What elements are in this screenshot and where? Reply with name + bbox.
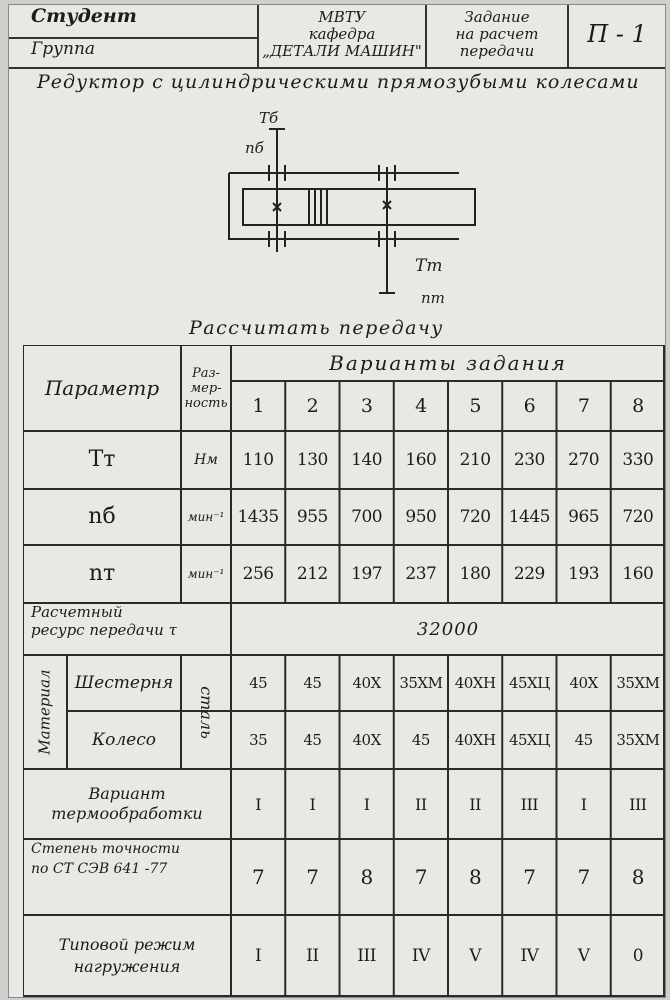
assignment-sheet <box>8 4 666 998</box>
steel-text: сталь <box>196 685 216 739</box>
variant-number-6: 6 <box>523 395 536 417</box>
wheel-material-value-5: 40ХН <box>454 731 496 749</box>
gear-material-value-6: 45ХЦ <box>508 674 550 692</box>
load-mode-label-line-1: Типовой режим <box>58 935 196 954</box>
resource-label-line-2: ресурс передачи τ <box>31 621 177 639</box>
wheel-material-value-6: 45ХЦ <box>508 731 550 749</box>
input-speed-value-1: 1435 <box>237 507 279 527</box>
dimension-header-line-1: Раз- <box>192 365 220 381</box>
gear-material-value-1: 45 <box>249 674 268 692</box>
input-torque-label: Tб <box>259 109 279 127</box>
torque-value-3: 140 <box>351 450 383 470</box>
load-mode-label <box>23 915 231 997</box>
accuracy-value-6: 7 <box>523 865 536 889</box>
accuracy-value-8: 8 <box>631 865 644 889</box>
row-label-input-speed: nб <box>88 504 116 529</box>
variant-number-4: 4 <box>415 395 427 417</box>
heat-treatment-value-8: III <box>629 794 647 814</box>
output-torque-label: Tт <box>415 256 443 276</box>
unit-output-torque: Нм <box>194 452 218 468</box>
gear-material-value-5: 40ХН <box>454 674 496 692</box>
output-speed-value-6: 229 <box>513 564 545 584</box>
code-box <box>569 5 665 69</box>
student-field <box>9 5 259 39</box>
torque-value-8: 330 <box>622 450 654 470</box>
input-speed-value-2: 955 <box>296 507 328 527</box>
wheel-material-value-7: 45 <box>574 731 593 749</box>
accuracy-value-5: 8 <box>469 865 482 889</box>
gear-material-value-8: 35ХМ <box>616 674 660 692</box>
input-speed-value-3: 700 <box>351 507 383 527</box>
assignment-line-2: на расчет <box>455 25 539 43</box>
torque-value-7: 270 <box>568 450 600 470</box>
output-speed-value-2: 212 <box>296 564 328 584</box>
wheel-material-value-4: 45 <box>411 731 430 749</box>
unit-output-speed: мин⁻¹ <box>187 567 225 581</box>
variant-number-5: 5 <box>469 395 481 417</box>
heat-treatment-value-1: I <box>255 794 262 814</box>
heat-treatment-value-6: III <box>520 794 539 814</box>
load-mode-value-8: 0 <box>632 946 644 966</box>
gear-material-value-7: 40Х <box>569 674 598 692</box>
heat-treatment-label-line-2: термообработки <box>51 804 203 823</box>
assignment-title: Редуктор с цилиндрическими прямозубыми колесами <box>37 71 640 93</box>
material-group-label <box>23 655 67 769</box>
output-speed-value-7: 193 <box>568 564 600 584</box>
accuracy-value-2: 7 <box>306 865 319 889</box>
department-line-2: кафедра <box>308 25 376 43</box>
assignment-code: П - 1 <box>587 20 647 48</box>
resource-value: 32000 <box>416 618 480 640</box>
variant-number-1: 1 <box>252 395 264 417</box>
wheel-material-value-3: 40Х <box>352 731 381 749</box>
gear-material-value-3: 40Х <box>352 674 381 692</box>
accuracy-value-4: 7 <box>414 865 427 889</box>
accuracy-value-3: 8 <box>360 865 373 889</box>
assignment-line-1: Задание <box>464 8 530 26</box>
wheel-material-value-8: 35ХМ <box>616 731 660 749</box>
department-line-1: МВТУ <box>318 8 366 26</box>
gearbox-diagram <box>189 107 489 317</box>
variant-number-3: 3 <box>360 395 373 417</box>
gear-material-value-2: 45 <box>303 674 322 692</box>
torque-value-2: 130 <box>296 450 328 470</box>
steel-label <box>181 655 231 769</box>
input-speed-value-4: 950 <box>405 507 437 527</box>
input-speed-value-6: 1445 <box>508 507 550 527</box>
accuracy-value-1: 7 <box>252 865 265 889</box>
load-mode-value-7: V <box>577 946 590 966</box>
accuracy-label-line-2: по СТ СЭВ 641 -77 <box>31 861 168 877</box>
input-speed-value-5: 720 <box>459 507 491 527</box>
wheel-label: Колесо <box>91 730 157 750</box>
output-speed-value-1: 256 <box>242 564 274 584</box>
load-mode-label-line-2: нагружения <box>73 957 181 976</box>
load-mode-value-1: I <box>255 946 262 966</box>
department-box <box>259 5 427 69</box>
heat-treatment-value-4: II <box>415 794 427 814</box>
variant-number-8: 8 <box>632 395 644 417</box>
unit-input-speed: мин⁻¹ <box>187 510 225 524</box>
output-speed-value-8: 160 <box>622 564 654 584</box>
input-speed-value-8: 720 <box>622 507 654 527</box>
heat-treatment-value-2: I <box>309 794 316 814</box>
accuracy-label <box>23 839 231 915</box>
dimension-header-line-2: мер- <box>190 380 222 396</box>
output-speed-value-5: 180 <box>459 564 491 584</box>
department-line-3: „ДЕТАЛИ МАШИН" <box>262 42 422 60</box>
variant-number-7: 7 <box>577 395 590 417</box>
variants-header: Варианты задания <box>329 351 567 375</box>
variant-number-2: 2 <box>306 395 319 417</box>
gear-label: Шестерня <box>74 673 174 693</box>
dimension-header-line-3: ность <box>184 395 228 411</box>
input-speed-value-7: 965 <box>568 507 600 527</box>
param-header: Параметр <box>44 376 160 400</box>
load-mode-value-2: II <box>306 946 319 966</box>
calc-label: Рассчитать передачу <box>189 317 444 339</box>
torque-value-1: 110 <box>242 450 274 470</box>
torque-value-4: 160 <box>405 450 437 470</box>
gear-material-value-4: 35ХМ <box>399 674 443 692</box>
assignment-box <box>427 5 569 69</box>
parameters-table <box>23 345 665 997</box>
accuracy-value-7: 7 <box>577 865 590 889</box>
row-label-output-speed: nт <box>88 561 116 586</box>
resource-label <box>23 603 231 655</box>
accuracy-label-line-1: Степень точности <box>31 841 181 857</box>
load-mode-value-4: IV <box>411 946 430 966</box>
heat-treatment-label <box>23 769 231 839</box>
row-label-output-torque: Tт <box>88 447 116 472</box>
assignment-line-3: передачи <box>459 42 535 60</box>
output-speed-value-3: 197 <box>351 564 383 584</box>
resource-label-line-1: Расчетный <box>31 603 123 621</box>
wheel-material-value-1: 35 <box>249 731 268 749</box>
dimension-header <box>181 345 231 431</box>
group-label: Группа <box>31 39 96 59</box>
load-mode-value-6: IV <box>520 946 539 966</box>
wheel-material-value-2: 45 <box>303 731 322 749</box>
torque-value-5: 210 <box>459 450 491 470</box>
load-mode-value-5: V <box>469 946 482 966</box>
input-speed-label: nб <box>245 139 264 157</box>
heat-treatment-value-7: I <box>580 794 587 814</box>
heat-treatment-label-line-1: Вариант <box>88 784 166 803</box>
heat-treatment-value-5: II <box>469 794 481 814</box>
output-speed-value-4: 237 <box>405 564 437 584</box>
student-label: Студент <box>31 5 137 27</box>
heat-treatment-value-3: I <box>363 794 370 814</box>
group-field <box>9 39 259 69</box>
material-group-text: Материал <box>36 669 55 755</box>
output-speed-label: nт <box>421 289 445 307</box>
load-mode-value-3: III <box>357 946 376 966</box>
torque-value-6: 230 <box>513 450 545 470</box>
